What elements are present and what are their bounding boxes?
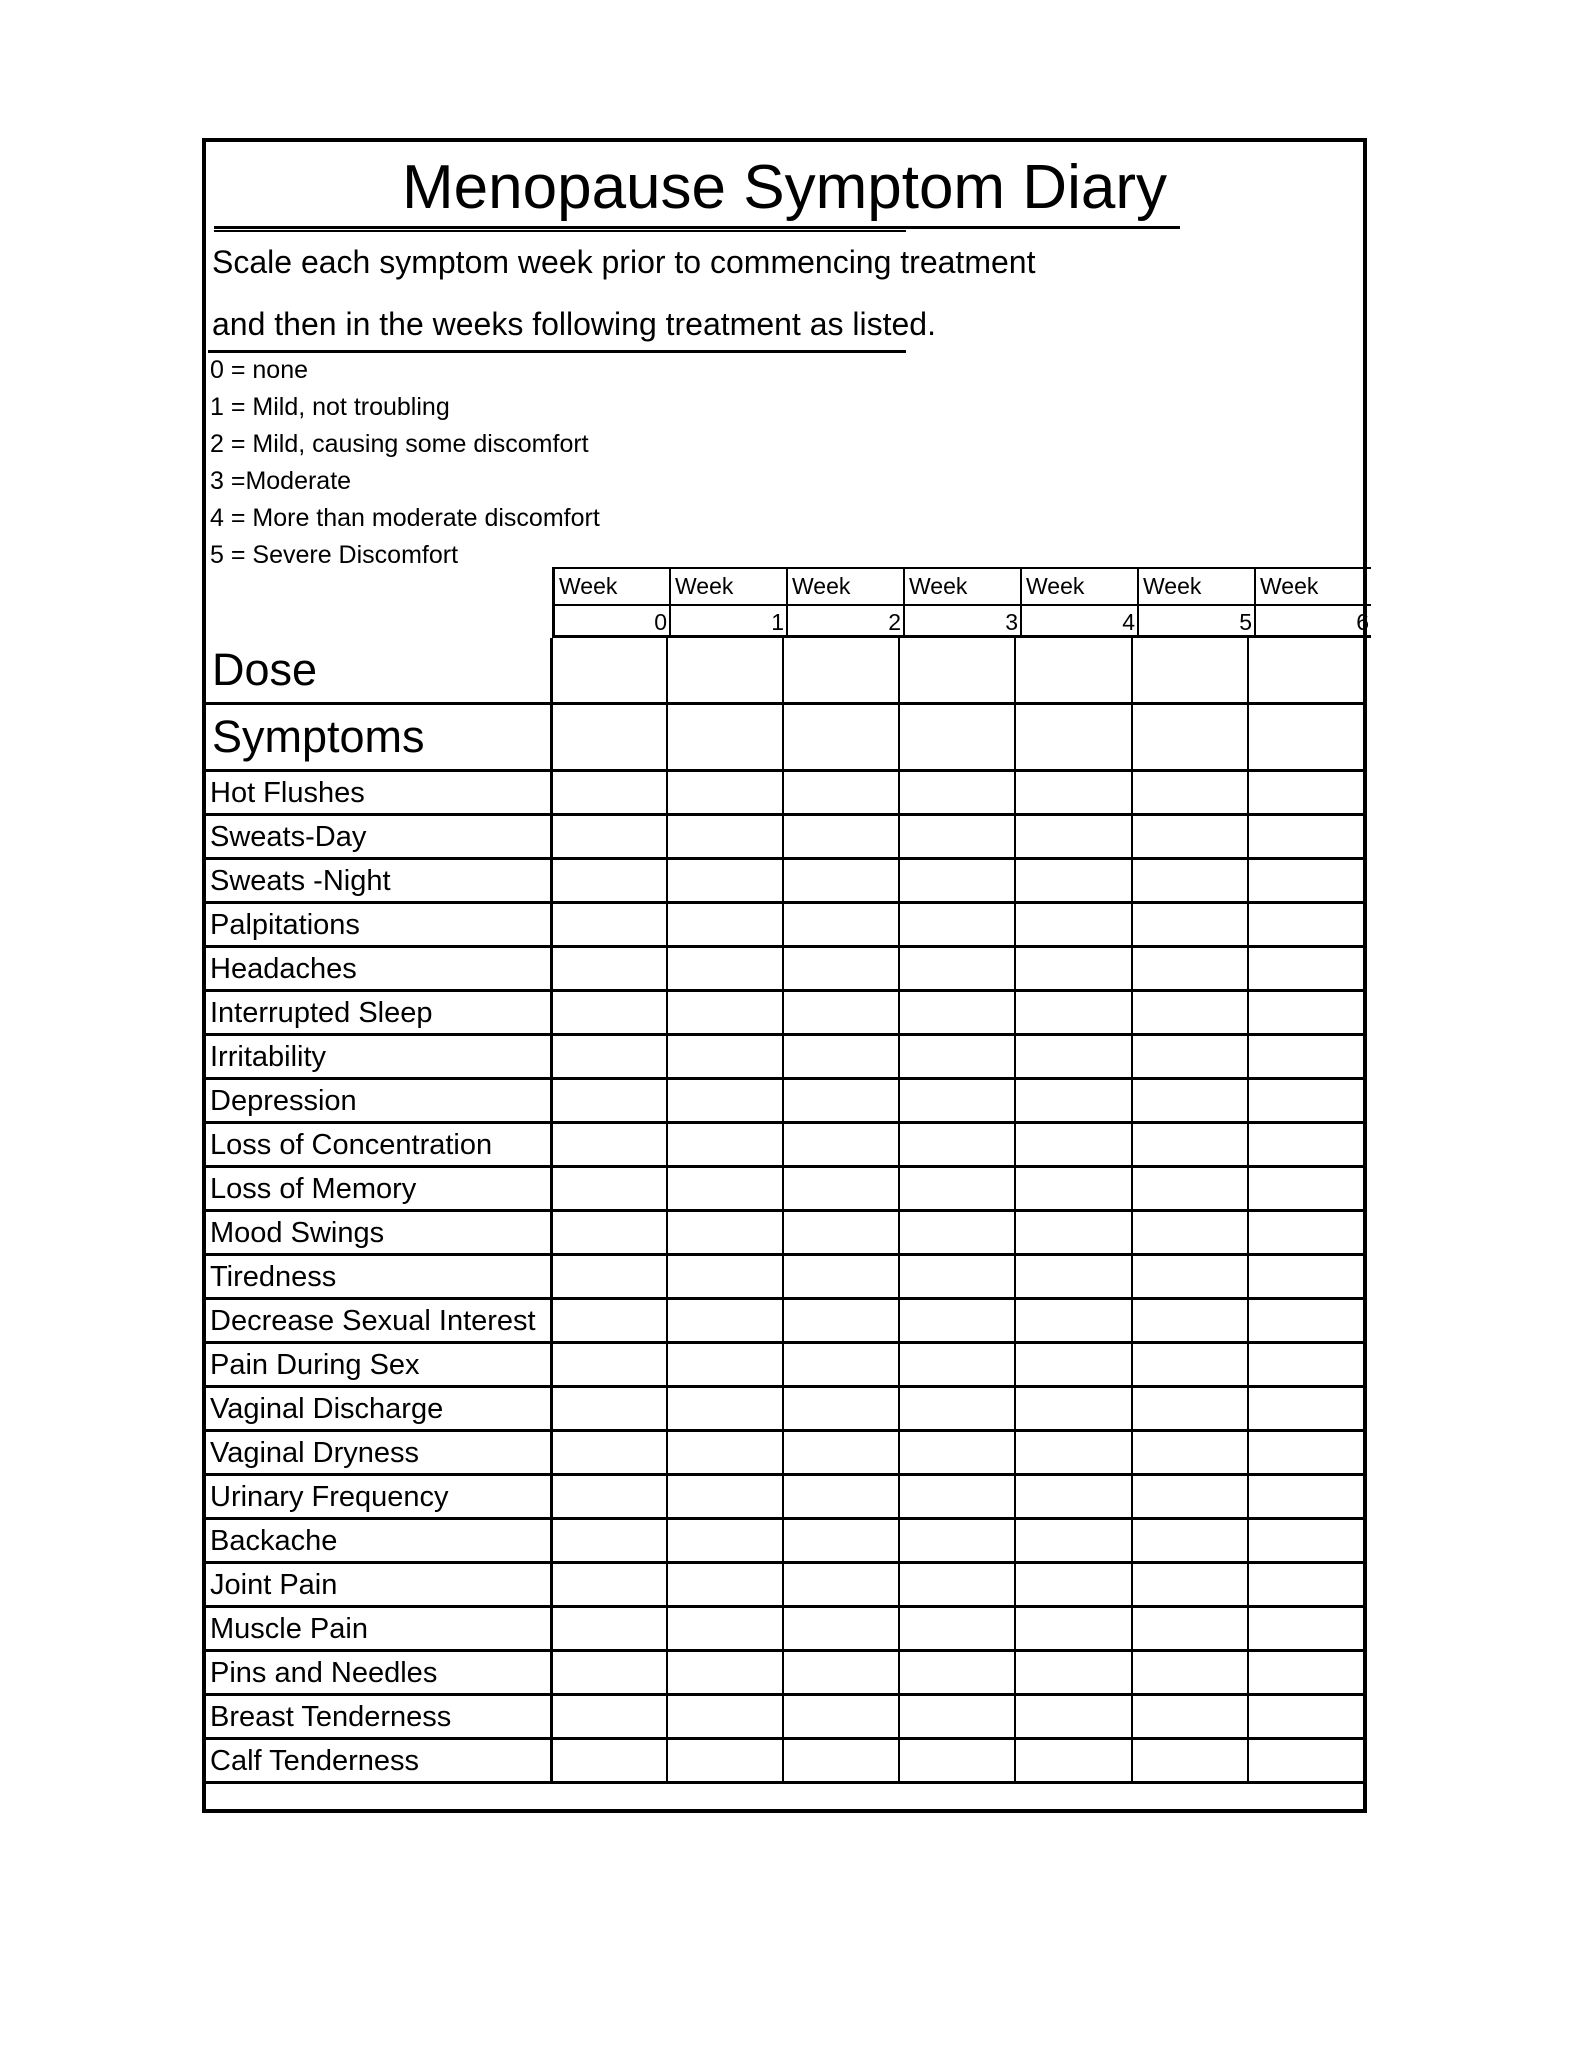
score-cell-week-2[interactable] xyxy=(782,1652,898,1693)
symptom-row-label: Irritability xyxy=(210,1041,327,1073)
week-number: 0 xyxy=(654,609,667,635)
symptom-row xyxy=(206,1256,1363,1300)
score-cell-week-3[interactable] xyxy=(898,992,1014,1033)
score-cell-week-0[interactable] xyxy=(550,1300,666,1341)
symptom-row-label: Depression xyxy=(210,1085,357,1117)
symptom-row xyxy=(206,1652,1363,1696)
week-header-2 xyxy=(786,567,903,638)
week-header-divider xyxy=(671,604,786,606)
symptom-row-label: Tiredness xyxy=(210,1261,337,1293)
score-cell-week-6[interactable] xyxy=(1247,1608,1363,1649)
score-cell-week-2[interactable] xyxy=(782,948,898,989)
score-cell-week-1[interactable] xyxy=(666,1300,782,1341)
week-header-0 xyxy=(552,567,669,638)
score-cell-week-6[interactable] xyxy=(1247,992,1363,1033)
score-cell-week-6[interactable] xyxy=(1247,638,1363,702)
score-cell-week-4[interactable] xyxy=(1014,1124,1130,1165)
score-cell-week-5[interactable] xyxy=(1131,1476,1247,1517)
symptom-row xyxy=(206,904,1363,948)
section-row-dose-label: Dose xyxy=(212,644,318,695)
week-header-divider xyxy=(905,604,1020,606)
score-cell-week-6[interactable] xyxy=(1247,1432,1363,1473)
score-cell-week-1[interactable] xyxy=(666,992,782,1033)
score-cell-week-5[interactable] xyxy=(1131,772,1247,813)
score-cell-week-0[interactable] xyxy=(550,705,666,769)
score-cell-week-3[interactable] xyxy=(898,1652,1014,1693)
symptom-row xyxy=(206,1696,1363,1740)
score-cell-week-4[interactable] xyxy=(1014,638,1130,702)
week-header-divider xyxy=(555,604,669,606)
score-cell-week-5[interactable] xyxy=(1131,1432,1247,1473)
score-cell-week-6[interactable] xyxy=(1247,772,1363,813)
symptom-row xyxy=(206,1124,1363,1168)
score-cell-week-1[interactable] xyxy=(666,1564,782,1605)
score-cell-week-4[interactable] xyxy=(1014,1696,1130,1737)
score-cell-week-6[interactable] xyxy=(1247,1300,1363,1341)
score-cell-week-2[interactable] xyxy=(782,1036,898,1077)
score-cell-week-3[interactable] xyxy=(898,1344,1014,1385)
score-cell-week-0[interactable] xyxy=(550,992,666,1033)
score-cell-week-0[interactable] xyxy=(550,1696,666,1737)
score-cell-week-6[interactable] xyxy=(1247,705,1363,769)
week-label: Week xyxy=(909,573,968,599)
score-cell-week-3[interactable] xyxy=(898,1300,1014,1341)
score-cell-week-3[interactable] xyxy=(898,1740,1014,1781)
score-cell-week-4[interactable] xyxy=(1014,1520,1130,1561)
week-header-divider xyxy=(788,604,903,606)
symptom-row xyxy=(206,1080,1363,1124)
score-cell-week-3[interactable] xyxy=(898,948,1014,989)
score-cell-week-2[interactable] xyxy=(782,816,898,857)
score-cell-week-3[interactable] xyxy=(898,1432,1014,1473)
score-cell-week-3[interactable] xyxy=(898,1168,1014,1209)
symptom-row-label: Sweats -Night xyxy=(210,865,391,897)
score-cell-week-2[interactable] xyxy=(782,1168,898,1209)
score-cell-week-2[interactable] xyxy=(782,1080,898,1121)
scale-item: 2 = Mild, causing some discomfort xyxy=(210,430,589,458)
score-cell-week-0[interactable] xyxy=(550,816,666,857)
score-cell-week-1[interactable] xyxy=(666,816,782,857)
scale-item: 3 =Moderate xyxy=(210,467,352,495)
score-cell-week-4[interactable] xyxy=(1014,948,1130,989)
score-cell-week-4[interactable] xyxy=(1014,1212,1130,1253)
score-cell-week-1[interactable] xyxy=(666,1740,782,1781)
section-row-symptoms-label: Symptoms xyxy=(212,711,425,762)
score-cell-week-3[interactable] xyxy=(898,1608,1014,1649)
instruction-line-2: and then in the weeks following treatment as listed. xyxy=(212,306,936,342)
symptom-row xyxy=(206,1300,1363,1344)
section-row-symptoms xyxy=(206,705,1363,772)
score-cell-week-2[interactable] xyxy=(782,860,898,901)
score-cell-week-5[interactable] xyxy=(1131,638,1247,702)
symptom-row xyxy=(206,772,1363,816)
symptom-grid xyxy=(206,638,1363,1784)
symptom-row-label: Palpitations xyxy=(210,909,360,941)
score-cell-week-2[interactable] xyxy=(782,772,898,813)
symptom-row xyxy=(206,1520,1363,1564)
score-cell-week-6[interactable] xyxy=(1247,1344,1363,1385)
score-cell-week-5[interactable] xyxy=(1131,1212,1247,1253)
week-label: Week xyxy=(559,573,618,599)
symptom-row xyxy=(206,1564,1363,1608)
symptom-row-label: Backache xyxy=(210,1525,338,1557)
week-number: 5 xyxy=(1239,609,1252,635)
score-cell-week-4[interactable] xyxy=(1014,772,1130,813)
week-number: 3 xyxy=(1005,609,1018,635)
symptom-row xyxy=(206,1740,1363,1784)
score-cell-week-2[interactable] xyxy=(782,1432,898,1473)
score-cell-week-2[interactable] xyxy=(782,992,898,1033)
week-number: 6 xyxy=(1356,609,1369,635)
score-cell-week-5[interactable] xyxy=(1131,1124,1247,1165)
score-cell-week-5[interactable] xyxy=(1131,1036,1247,1077)
score-cell-week-1[interactable] xyxy=(666,1652,782,1693)
symptom-row xyxy=(206,1344,1363,1388)
score-cell-week-1[interactable] xyxy=(666,1520,782,1561)
score-cell-week-5[interactable] xyxy=(1131,1168,1247,1209)
score-cell-week-0[interactable] xyxy=(550,1652,666,1693)
score-cell-week-0[interactable] xyxy=(550,1080,666,1121)
score-cell-week-0[interactable] xyxy=(550,772,666,813)
score-cell-week-5[interactable] xyxy=(1131,1520,1247,1561)
score-cell-week-4[interactable] xyxy=(1014,1036,1130,1077)
score-cell-week-6[interactable] xyxy=(1247,948,1363,989)
week-header-1 xyxy=(669,567,786,638)
week-header-3 xyxy=(903,567,1020,638)
symptom-row-label: Loss of Memory xyxy=(210,1173,417,1205)
score-cell-week-6[interactable] xyxy=(1247,904,1363,945)
score-cell-week-3[interactable] xyxy=(898,1564,1014,1605)
score-cell-week-5[interactable] xyxy=(1131,948,1247,989)
score-cell-week-2[interactable] xyxy=(782,1696,898,1737)
symptom-row-label: Muscle Pain xyxy=(210,1613,368,1645)
symptom-row-label: Hot Flushes xyxy=(210,777,365,809)
symptom-row-label: Mood Swings xyxy=(210,1217,385,1249)
score-cell-week-0[interactable] xyxy=(550,1036,666,1077)
score-cell-week-4[interactable] xyxy=(1014,705,1130,769)
score-cell-week-3[interactable] xyxy=(898,1256,1014,1297)
score-cell-week-3[interactable] xyxy=(898,1388,1014,1429)
scale-item: 1 = Mild, not troubling xyxy=(210,393,450,421)
section-row-dose xyxy=(206,638,1363,705)
score-cell-week-6[interactable] xyxy=(1247,860,1363,901)
score-cell-week-1[interactable] xyxy=(666,904,782,945)
score-cell-week-1[interactable] xyxy=(666,1168,782,1209)
score-cell-week-1[interactable] xyxy=(666,705,782,769)
score-cell-week-0[interactable] xyxy=(550,1740,666,1781)
score-cell-week-0[interactable] xyxy=(550,1168,666,1209)
score-cell-week-5[interactable] xyxy=(1131,816,1247,857)
score-cell-week-2[interactable] xyxy=(782,1256,898,1297)
symptom-row xyxy=(206,992,1363,1036)
score-cell-week-1[interactable] xyxy=(666,1036,782,1077)
week-header-divider xyxy=(1022,604,1137,606)
score-cell-week-3[interactable] xyxy=(898,1520,1014,1561)
score-cell-week-2[interactable] xyxy=(782,1520,898,1561)
score-cell-week-4[interactable] xyxy=(1014,1476,1130,1517)
score-cell-week-6[interactable] xyxy=(1247,1388,1363,1429)
score-cell-week-5[interactable] xyxy=(1131,1740,1247,1781)
symptom-row-label: Interrupted Sleep xyxy=(210,997,433,1029)
score-cell-week-0[interactable] xyxy=(550,1608,666,1649)
score-cell-week-5[interactable] xyxy=(1131,1080,1247,1121)
score-cell-week-4[interactable] xyxy=(1014,1564,1130,1605)
score-cell-week-6[interactable] xyxy=(1247,1168,1363,1209)
score-cell-week-4[interactable] xyxy=(1014,1608,1130,1649)
score-cell-week-3[interactable] xyxy=(898,1124,1014,1165)
score-cell-week-5[interactable] xyxy=(1131,1652,1247,1693)
score-cell-week-3[interactable] xyxy=(898,1080,1014,1121)
symptom-row-label: Vaginal Dryness xyxy=(210,1437,420,1469)
symptom-row xyxy=(206,816,1363,860)
score-cell-week-0[interactable] xyxy=(550,904,666,945)
score-cell-week-0[interactable] xyxy=(550,638,666,702)
score-cell-week-4[interactable] xyxy=(1014,1652,1130,1693)
score-cell-week-2[interactable] xyxy=(782,1124,898,1165)
score-cell-week-5[interactable] xyxy=(1131,1696,1247,1737)
symptom-row xyxy=(206,1168,1363,1212)
score-cell-week-3[interactable] xyxy=(898,772,1014,813)
scale-item: 0 = none xyxy=(210,356,309,384)
rating-scale-legend xyxy=(210,352,600,574)
score-cell-week-4[interactable] xyxy=(1014,992,1130,1033)
score-cell-week-2[interactable] xyxy=(782,1388,898,1429)
score-cell-week-2[interactable] xyxy=(782,1212,898,1253)
score-cell-week-3[interactable] xyxy=(898,1476,1014,1517)
symptom-row xyxy=(206,1036,1363,1080)
score-cell-week-2[interactable] xyxy=(782,904,898,945)
score-cell-week-1[interactable] xyxy=(666,1608,782,1649)
symptom-diary-sheet xyxy=(202,138,1367,1813)
score-cell-week-2[interactable] xyxy=(782,705,898,769)
score-cell-week-1[interactable] xyxy=(666,1432,782,1473)
score-cell-week-1[interactable] xyxy=(666,1476,782,1517)
score-cell-week-5[interactable] xyxy=(1131,860,1247,901)
score-cell-week-1[interactable] xyxy=(666,860,782,901)
page-title: Menopause Symptom Diary xyxy=(402,153,1167,222)
score-cell-week-0[interactable] xyxy=(550,1564,666,1605)
instruction-line-1: Scale each symptom week prior to commencing treatment xyxy=(212,244,1036,280)
score-cell-week-5[interactable] xyxy=(1131,1256,1247,1297)
score-cell-week-1[interactable] xyxy=(666,1388,782,1429)
week-label: Week xyxy=(1026,573,1085,599)
score-cell-week-1[interactable] xyxy=(666,1212,782,1253)
symptom-row-label: Decrease Sexual Interest xyxy=(210,1305,536,1337)
symptom-row xyxy=(206,1212,1363,1256)
symptom-row xyxy=(206,1388,1363,1432)
score-cell-week-0[interactable] xyxy=(550,1476,666,1517)
score-cell-week-3[interactable] xyxy=(898,860,1014,901)
score-cell-week-1[interactable] xyxy=(666,1344,782,1385)
symptom-row xyxy=(206,1476,1363,1520)
score-cell-week-6[interactable] xyxy=(1247,816,1363,857)
score-cell-week-2[interactable] xyxy=(782,1564,898,1605)
score-cell-week-1[interactable] xyxy=(666,1080,782,1121)
week-number: 2 xyxy=(888,609,901,635)
score-cell-week-0[interactable] xyxy=(550,1212,666,1253)
symptom-row-label: Sweats-Day xyxy=(210,821,367,853)
score-cell-week-0[interactable] xyxy=(550,1124,666,1165)
score-cell-week-4[interactable] xyxy=(1014,1300,1130,1341)
score-cell-week-2[interactable] xyxy=(782,1740,898,1781)
instructions-top-rule xyxy=(214,230,906,232)
score-cell-week-1[interactable] xyxy=(666,1696,782,1737)
score-cell-week-4[interactable] xyxy=(1014,1256,1130,1297)
score-cell-week-5[interactable] xyxy=(1131,992,1247,1033)
score-cell-week-6[interactable] xyxy=(1247,1124,1363,1165)
score-cell-week-4[interactable] xyxy=(1014,1168,1130,1209)
score-cell-week-4[interactable] xyxy=(1014,816,1130,857)
week-header-6 xyxy=(1254,567,1371,638)
score-cell-week-3[interactable] xyxy=(898,904,1014,945)
symptom-row xyxy=(206,860,1363,904)
score-cell-week-1[interactable] xyxy=(666,638,782,702)
symptom-row-label: Urinary Frequency xyxy=(210,1481,449,1513)
score-cell-week-6[interactable] xyxy=(1247,1080,1363,1121)
score-cell-week-0[interactable] xyxy=(550,948,666,989)
score-cell-week-2[interactable] xyxy=(782,1300,898,1341)
score-cell-week-3[interactable] xyxy=(898,1696,1014,1737)
score-cell-week-6[interactable] xyxy=(1247,1564,1363,1605)
score-cell-week-3[interactable] xyxy=(898,816,1014,857)
symptom-row-label: Pins and Needles xyxy=(210,1657,438,1689)
score-cell-week-4[interactable] xyxy=(1014,1432,1130,1473)
score-cell-week-0[interactable] xyxy=(550,1388,666,1429)
score-cell-week-0[interactable] xyxy=(550,1520,666,1561)
symptom-row-label: Pain During Sex xyxy=(210,1349,420,1381)
score-cell-week-3[interactable] xyxy=(898,1036,1014,1077)
symptom-row-label: Vaginal Discharge xyxy=(210,1393,444,1425)
symptom-row xyxy=(206,1432,1363,1476)
week-header-5 xyxy=(1137,567,1254,638)
score-cell-week-0[interactable] xyxy=(550,860,666,901)
symptom-row-label: Breast Tenderness xyxy=(210,1701,452,1733)
week-header-4 xyxy=(1020,567,1137,638)
score-cell-week-4[interactable] xyxy=(1014,860,1130,901)
score-cell-week-6[interactable] xyxy=(1247,1520,1363,1561)
week-label: Week xyxy=(675,573,734,599)
score-cell-week-3[interactable] xyxy=(898,1212,1014,1253)
score-cell-week-2[interactable] xyxy=(782,1344,898,1385)
score-cell-week-6[interactable] xyxy=(1247,1476,1363,1517)
title-underline xyxy=(214,226,1180,229)
score-cell-week-2[interactable] xyxy=(782,1608,898,1649)
symptom-row-label: Joint Pain xyxy=(210,1569,338,1601)
week-number: 1 xyxy=(771,609,784,635)
score-cell-week-0[interactable] xyxy=(550,1432,666,1473)
week-label: Week xyxy=(1143,573,1202,599)
week-header-divider xyxy=(1256,604,1371,606)
score-cell-week-6[interactable] xyxy=(1247,1036,1363,1077)
score-cell-week-1[interactable] xyxy=(666,1124,782,1165)
score-cell-week-5[interactable] xyxy=(1131,1564,1247,1605)
week-label: Week xyxy=(792,573,851,599)
week-number: 4 xyxy=(1122,609,1135,635)
score-cell-week-6[interactable] xyxy=(1247,1696,1363,1737)
score-cell-week-4[interactable] xyxy=(1014,904,1130,945)
score-cell-week-4[interactable] xyxy=(1014,1388,1130,1429)
score-cell-week-2[interactable] xyxy=(782,1476,898,1517)
score-cell-week-4[interactable] xyxy=(1014,1740,1130,1781)
score-cell-week-5[interactable] xyxy=(1131,1608,1247,1649)
score-cell-week-5[interactable] xyxy=(1131,705,1247,769)
score-cell-week-5[interactable] xyxy=(1131,1344,1247,1385)
symptom-row-label: Headaches xyxy=(210,953,357,985)
score-cell-week-2[interactable] xyxy=(782,638,898,702)
score-cell-week-1[interactable] xyxy=(666,772,782,813)
score-cell-week-4[interactable] xyxy=(1014,1344,1130,1385)
score-cell-week-6[interactable] xyxy=(1247,1256,1363,1297)
week-header-divider xyxy=(1139,604,1254,606)
score-cell-week-6[interactable] xyxy=(1247,1652,1363,1693)
score-cell-week-5[interactable] xyxy=(1131,904,1247,945)
score-cell-week-3[interactable] xyxy=(898,705,1014,769)
score-cell-week-5[interactable] xyxy=(1131,1388,1247,1429)
score-cell-week-6[interactable] xyxy=(1247,1740,1363,1781)
symptom-row xyxy=(206,1608,1363,1652)
score-cell-week-0[interactable] xyxy=(550,1344,666,1385)
score-cell-week-6[interactable] xyxy=(1247,1212,1363,1253)
score-cell-week-3[interactable] xyxy=(898,638,1014,702)
scale-item: 5 = Severe Discomfort xyxy=(210,541,459,569)
scale-item: 4 = More than moderate discomfort xyxy=(210,504,600,532)
score-cell-week-0[interactable] xyxy=(550,1256,666,1297)
score-cell-week-4[interactable] xyxy=(1014,1080,1130,1121)
score-cell-week-1[interactable] xyxy=(666,948,782,989)
week-label: Week xyxy=(1260,573,1319,599)
score-cell-week-5[interactable] xyxy=(1131,1300,1247,1341)
score-cell-week-1[interactable] xyxy=(666,1256,782,1297)
symptom-row-label: Calf Tenderness xyxy=(210,1745,420,1777)
symptom-row-label: Loss of Concentration xyxy=(210,1129,493,1161)
symptom-row xyxy=(206,948,1363,992)
